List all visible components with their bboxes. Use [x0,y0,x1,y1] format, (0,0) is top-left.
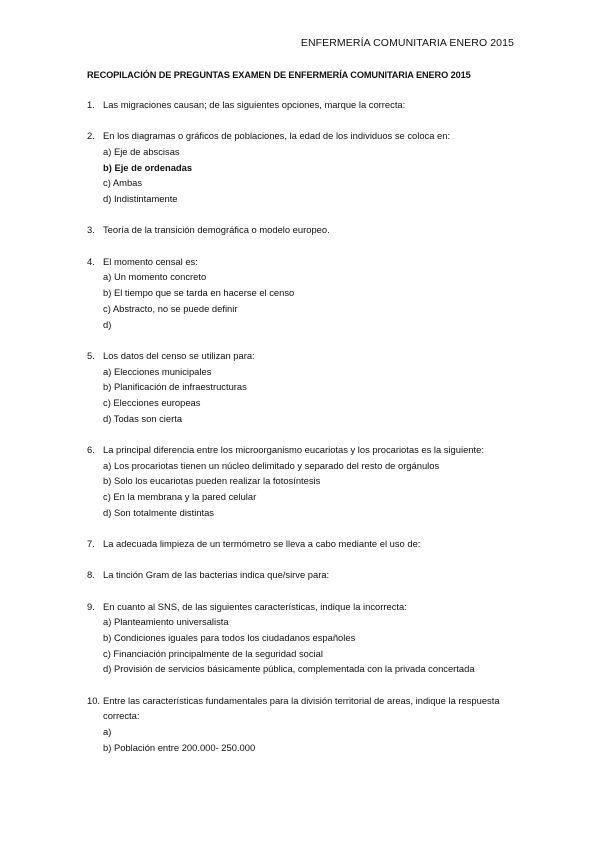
answer-option: b) Condiciones iguales para todos los ciudadanos españoles [103,632,356,644]
answer-option: b) Eje de ordenadas [103,161,193,173]
question-line [87,97,517,113]
answer-option: a) Planteamiento universalista [103,616,229,628]
answer-option: c) Financiación principalmente de la seguridad social [103,647,323,659]
question-item [87,128,517,207]
question-line [87,567,517,583]
question-item [87,693,517,756]
question-line [87,254,517,270]
question-line [87,128,517,144]
question-number: 4. [87,255,95,267]
answer-option: d) Son totalmente distintas [103,506,214,518]
question-number: 9. [87,600,95,612]
question-number: 6. [87,443,95,455]
question-item [87,536,517,552]
question-item [87,567,517,583]
question-line [87,442,517,458]
question-item [87,442,517,521]
question-text: Los datos del censo se utilizan para: [103,349,255,361]
question-list [87,97,517,771]
answer-option: d) Provisión de servicios básicamente pública, complementada con la privada concertada [103,663,475,675]
answer-option: d) [103,318,112,330]
answer-option: c) Elecciones europeas [103,396,201,408]
answer-option: c) En la membrana y la pared celular [103,491,257,503]
question-line [87,599,517,615]
question-number: 10. [87,694,101,706]
answer-option: c) Abstracto, no se puede definir [103,302,238,314]
question-number: 5. [87,349,95,361]
answer-option: b) El tiempo que se tarda en hacerse el censo [103,287,295,299]
question-item [87,254,517,333]
question-line [87,536,517,552]
question-line [87,348,517,364]
question-text: La principal diferencia entre los microorganismo eucariotas y los procariotas es la siguiente: [103,443,484,455]
question-text: Entre las características fundamentales para la división territorial de areas, indique la respuesta correcta: [103,694,500,722]
question-text: La adecuada limpieza de un termómetro se lleva a cabo mediante el uso de: [103,538,421,550]
question-text: Las migraciones causan; de las siguientes opciones, marque la correcta: [103,99,406,110]
question-line [87,222,517,238]
question-text: El momento censal es: [103,255,198,267]
question-number: 2. [87,130,95,142]
answer-option: b) Planificación de infraestructuras [103,381,247,393]
answer-option: a) Eje de abscisas [103,146,180,157]
answer-option: d) Todas son cierta [103,412,183,424]
question-number: 7. [87,538,95,550]
answer-option: d) Indistintamente [103,193,178,205]
question-item [87,599,517,678]
question-number: 3. [87,224,95,236]
question-text: Teoría de la transición demográfica o modelo europeo. [103,224,330,236]
question-item [87,348,517,427]
page-header: ENFERMERÍA COMUNITARIA ENERO 2015 [300,37,514,49]
answer-option: b) Población entre 200.000- 250.000 [103,741,256,753]
document-title: RECOPILACIÓN DE PREGUNTAS EXAMEN DE ENFERMERÍA COMUNITARIA ENERO 2015 [87,70,471,80]
question-line [87,693,517,724]
answer-option: a) Elecciones municipales [103,365,212,377]
question-text: En los diagramas o gráficos de poblaciones, la edad de los individuos se coloca en: [103,130,451,142]
answer-option: a) [103,726,112,738]
answer-option: c) Ambas [103,177,143,189]
question-item [87,222,517,238]
question-number: 1. [87,99,95,110]
answer-option: a) Los procariotas tienen un núcleo delimitado y separado del resto de orgánulos [103,459,440,471]
question-text: En cuanto al SNS, de las siguientes características, indique la incorrecta: [103,600,407,612]
answer-option: b) Solo los eucariotas pueden realizar la fotosíntesis [103,475,321,487]
question-item [87,97,517,113]
question-number: 8. [87,569,95,581]
answer-option: a) Un momento concreto [103,271,207,283]
question-text: La tinción Gram de las bacterias indica que/sirve para: [103,569,330,581]
